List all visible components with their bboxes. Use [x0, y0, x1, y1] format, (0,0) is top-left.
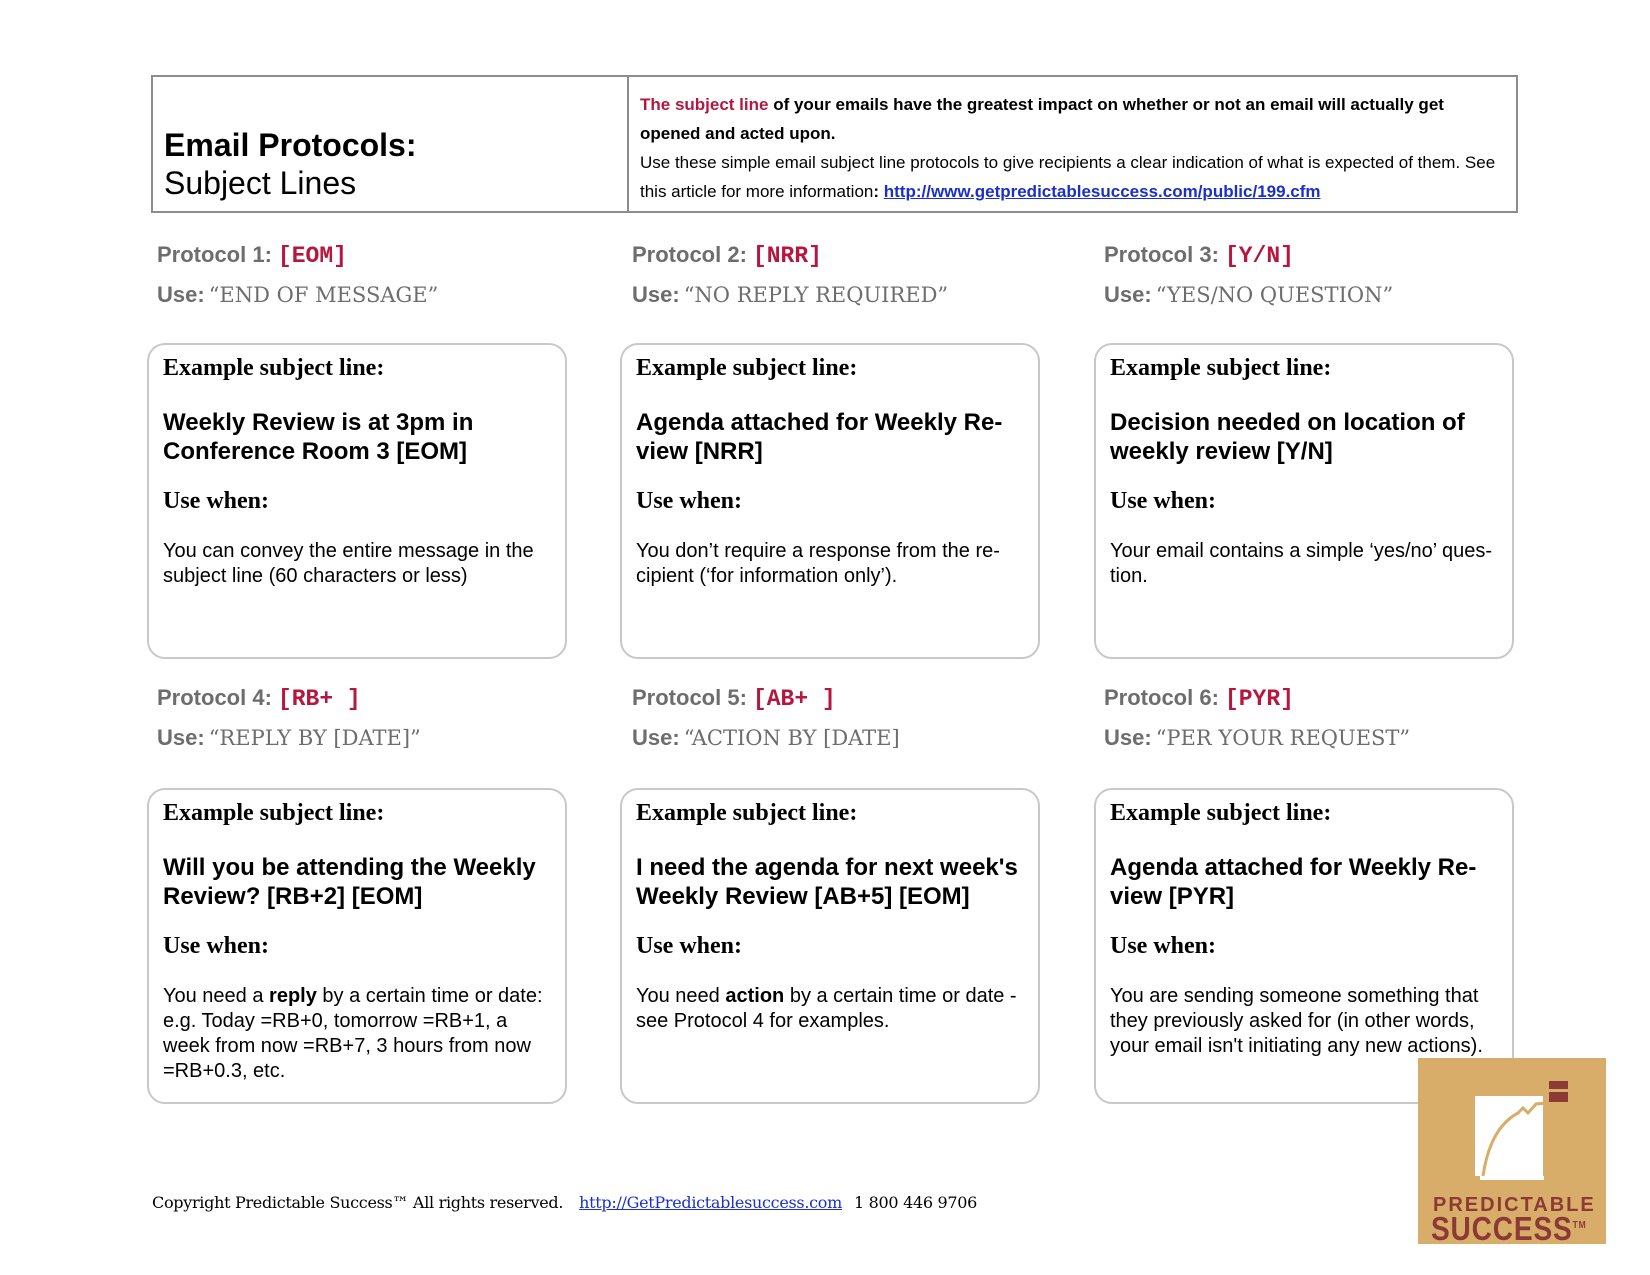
example-label: Example subject line:	[636, 355, 858, 381]
logo-line1: PREDICTABLE	[1433, 1194, 1596, 1216]
protocol-use	[157, 725, 421, 751]
protocol-number: Protocol 2:	[632, 242, 747, 267]
use-label: Use:	[1104, 725, 1152, 750]
protocol-title	[632, 242, 948, 269]
logo-tm: TM	[1572, 1220, 1587, 1231]
protocol-code: [AB+ ]	[752, 686, 836, 712]
protocol-number: Protocol 5:	[632, 685, 747, 710]
protocol-heading	[1104, 242, 1393, 308]
protocol-heading	[632, 685, 900, 751]
intro-highlight: The subject line	[640, 95, 769, 114]
example-subject: Weekly Review is at 3pm in Conference Room 3 [EOM]	[163, 409, 474, 465]
use-when-text-part: Your email contains a simple ‘yes/no’ ques-tion.	[1110, 540, 1493, 587]
use-when-bold: reply	[269, 985, 317, 1007]
example-label: Example subject line:	[163, 355, 385, 381]
use-meaning: “ACTION BY [DATE]	[683, 726, 900, 750]
article-link[interactable]: http://www.getpredictablesuccess.com/public/199.cfm	[883, 182, 1321, 201]
footer	[152, 1193, 977, 1212]
protocol-code: [Y/N]	[1224, 243, 1294, 269]
use-when-label: Use when:	[636, 933, 742, 959]
protocol-code: [RB+ ]	[277, 686, 361, 712]
protocol-heading	[157, 242, 438, 308]
use-when-text-part: You are sending someone something that they previously asked for (in other words, your email isn't initiating any new actions).	[1110, 985, 1483, 1057]
protocol-heading	[632, 242, 948, 308]
use-when-text-part: You need a	[163, 985, 270, 1007]
protocol-card	[1094, 788, 1514, 1104]
header-title-cell	[153, 77, 629, 211]
example-subject: Decision needed on location of weekly review [Y/N]	[1110, 409, 1465, 465]
protocol-card	[1094, 343, 1514, 659]
predictable-success-logo	[1418, 1058, 1606, 1247]
page-subtitle: Subject Lines	[164, 165, 357, 201]
copyright-text: Copyright Predictable Success™ All rights reserved.	[152, 1193, 564, 1212]
protocol-use	[157, 282, 438, 308]
use-when-text	[636, 984, 1024, 1034]
book-icon	[1418, 1058, 1606, 1188]
use-label: Use:	[632, 725, 680, 750]
use-meaning: “PER YOUR REQUEST”	[1155, 726, 1411, 750]
intro-body: Use these simple email subject line protocols to give recipients a clear indication of what is expected of them. See this article for more information	[640, 153, 1496, 201]
protocol-title	[157, 242, 438, 269]
use-meaning: “NO REPLY REQUIRED”	[683, 283, 949, 307]
protocol-code: [EOM]	[277, 243, 347, 269]
protocol-use	[1104, 282, 1393, 308]
use-label: Use:	[157, 282, 205, 307]
protocol-number: Protocol 3:	[1104, 242, 1219, 267]
use-when-text-part: You need	[636, 985, 726, 1007]
protocol-number: Protocol 1:	[157, 242, 272, 267]
protocol-card	[620, 343, 1040, 659]
use-meaning: “END OF MESSAGE”	[208, 283, 439, 307]
protocol-card	[147, 343, 567, 659]
example-label: Example subject line:	[636, 800, 858, 826]
protocol-title	[1104, 242, 1393, 269]
use-meaning: “YES/NO QUESTION”	[1155, 283, 1394, 307]
example-label: Example subject line:	[1110, 355, 1332, 381]
example-subject: Agenda attached for Weekly Re-view [PYR]	[1110, 854, 1477, 910]
use-when-text	[636, 539, 1024, 589]
logo-line2-text: SUCCESS	[1431, 1210, 1573, 1247]
header-box	[151, 75, 1518, 213]
phone-number: 1 800 446 9706	[853, 1193, 978, 1212]
logo-line2	[1431, 1210, 1587, 1248]
protocol-number: Protocol 6:	[1104, 685, 1219, 710]
protocol-number: Protocol 4:	[157, 685, 272, 710]
intro-bold: of your emails have the greatest impact on whether or not an email will actually get opened and acted upon.	[640, 95, 1444, 143]
use-label: Use:	[1104, 282, 1152, 307]
protocol-code: [PYR]	[1224, 686, 1294, 712]
example-subject: Agenda attached for Weekly Re-view [NRR]	[636, 409, 1003, 465]
intro-text	[640, 90, 1500, 206]
use-when-text-part: You don’t require a response from the re-cipient (‘for information only’).	[636, 540, 1000, 587]
protocol-heading	[157, 685, 421, 751]
protocol-title	[632, 685, 900, 712]
use-when-label: Use when:	[163, 488, 269, 514]
protocol-title	[157, 685, 421, 712]
example-subject: I need the agenda for next week's Weekly Review [AB+5] [EOM]	[636, 854, 1018, 910]
protocol-use	[1104, 725, 1410, 751]
use-when-text-part: by a certain time or date: e.g. Today =RB+0, tomorrow =RB+1, a week from now =RB+7, 3 hours from now =RB+0.3, etc.	[163, 985, 543, 1082]
protocol-use	[632, 725, 900, 751]
use-when-text	[1110, 539, 1498, 589]
website-link[interactable]: http://GetPredictablesuccess.com	[579, 1193, 842, 1212]
example-subject: Will you be attending the Weekly Review? [RB+2] [EOM]	[163, 854, 536, 910]
use-label: Use:	[157, 725, 205, 750]
example-label: Example subject line:	[1110, 800, 1332, 826]
protocol-card	[620, 788, 1040, 1104]
example-label: Example subject line:	[163, 800, 385, 826]
intro-colon: :	[873, 182, 884, 201]
protocol-use	[632, 282, 948, 308]
use-when-label: Use when:	[1110, 488, 1216, 514]
protocol-heading	[1104, 685, 1410, 751]
use-when-text	[1110, 984, 1498, 1059]
use-when-text-part: by a certain time or date - see Protocol 4 for examples.	[636, 985, 1017, 1032]
use-label: Use:	[632, 282, 680, 307]
use-when-label: Use when:	[163, 933, 269, 959]
use-when-label: Use when:	[636, 488, 742, 514]
use-when-bold: action	[725, 985, 785, 1007]
use-when-text	[163, 984, 551, 1084]
page-title: Email Protocols:	[164, 127, 417, 163]
use-when-label: Use when:	[1110, 933, 1216, 959]
protocol-title	[1104, 685, 1410, 712]
use-when-text	[163, 539, 551, 589]
protocol-card	[147, 788, 567, 1104]
use-when-text-part: You can convey the entire message in the subject line (60 characters or less)	[163, 540, 534, 587]
protocol-code: [NRR]	[752, 243, 822, 269]
use-meaning: “REPLY BY [DATE]”	[208, 726, 421, 750]
